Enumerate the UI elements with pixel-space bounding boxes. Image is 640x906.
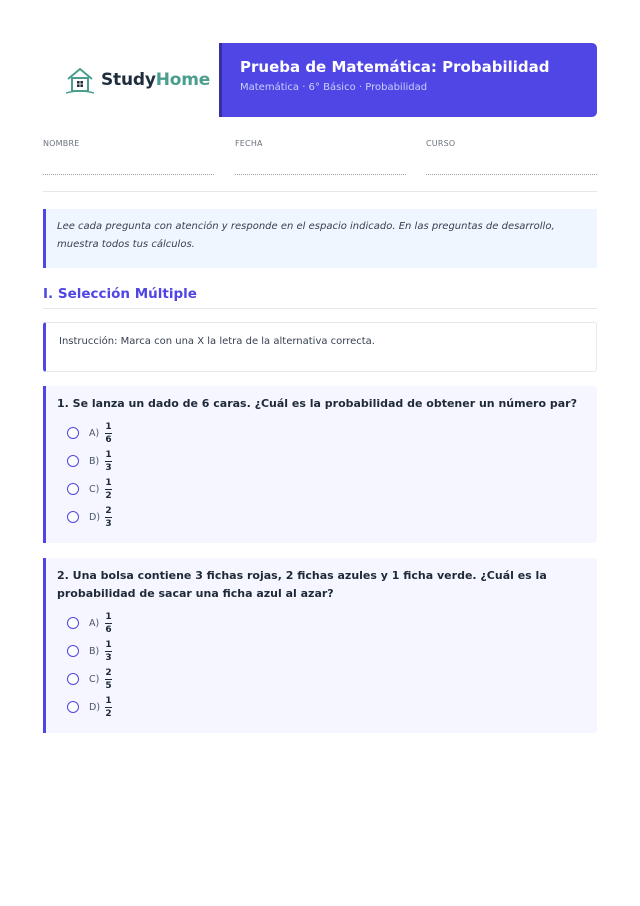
radio-circle-icon[interactable] bbox=[67, 483, 79, 495]
fraction bbox=[105, 612, 112, 635]
question-text: 2. Una bolsa contiene 3 fichas rojas, 2 fichas azules y 1 ficha verde. ¿Cuál es la probabilidad de sacar una ficha azul al azar? bbox=[57, 569, 547, 600]
radio-circle-icon[interactable] bbox=[67, 455, 79, 467]
option-c[interactable] bbox=[57, 665, 585, 693]
course-field-label: CURSO bbox=[426, 139, 456, 148]
section-instruction: Instrucción: Marca con una X la letra de la alternativa correcta. bbox=[43, 322, 597, 372]
radio-circle-icon[interactable] bbox=[67, 673, 79, 685]
intro-instructions: Lee cada pregunta con atención y responde en el espacio indicado. En las preguntas de desarrollo, muestra todos tus cálculos. bbox=[43, 209, 597, 268]
radio-circle-icon[interactable] bbox=[67, 617, 79, 629]
fraction bbox=[105, 640, 112, 663]
date-field[interactable] bbox=[235, 139, 406, 175]
house-icon bbox=[65, 65, 95, 95]
option-letter: B) bbox=[89, 455, 100, 467]
option-d[interactable] bbox=[57, 503, 585, 531]
name-field-label: NOMBRE bbox=[43, 139, 80, 148]
fraction-numerator: 1 bbox=[105, 477, 112, 488]
option-b[interactable] bbox=[57, 447, 585, 475]
question-card-2 bbox=[43, 558, 597, 733]
fraction-denominator: 6 bbox=[105, 624, 112, 635]
course-field-line[interactable] bbox=[426, 174, 597, 175]
page-subtitle: Matemática · 6° Básico · Probabilidad bbox=[240, 82, 428, 93]
radio-circle-icon[interactable] bbox=[67, 511, 79, 523]
brand-name-home: Home bbox=[155, 70, 211, 90]
date-field-line[interactable] bbox=[235, 174, 406, 175]
option-letter: D) bbox=[89, 511, 101, 523]
fraction-denominator: 2 bbox=[105, 490, 112, 501]
fraction bbox=[105, 422, 112, 445]
name-field-line[interactable] bbox=[43, 174, 214, 175]
option-letter: C) bbox=[89, 483, 100, 495]
fraction bbox=[105, 668, 112, 691]
fraction-numerator: 1 bbox=[105, 639, 112, 650]
option-d[interactable] bbox=[57, 693, 585, 721]
page-title: Prueba de Matemática: Probabilidad bbox=[240, 58, 550, 76]
fraction-denominator: 3 bbox=[105, 518, 112, 529]
fraction-numerator: 2 bbox=[105, 667, 112, 678]
fraction-numerator: 2 bbox=[105, 505, 112, 516]
question-card-1 bbox=[43, 386, 597, 543]
course-field[interactable] bbox=[426, 139, 597, 175]
option-letter: A) bbox=[89, 427, 100, 439]
fraction-numerator: 1 bbox=[105, 421, 112, 432]
option-a[interactable] bbox=[57, 609, 585, 637]
fraction-denominator: 2 bbox=[105, 708, 112, 719]
logo bbox=[65, 65, 210, 95]
question-text: 1. Se lanza un dado de 6 caras. ¿Cuál es la probabilidad de obtener un número par? bbox=[57, 397, 577, 410]
radio-circle-icon[interactable] bbox=[67, 701, 79, 713]
fraction bbox=[105, 506, 112, 529]
student-info-fields bbox=[43, 117, 597, 192]
option-list bbox=[57, 419, 585, 531]
fraction-numerator: 1 bbox=[105, 449, 112, 460]
option-letter: D) bbox=[89, 701, 101, 713]
option-letter: C) bbox=[89, 673, 100, 685]
fraction-denominator: 5 bbox=[105, 680, 112, 691]
fraction-denominator: 6 bbox=[105, 434, 112, 445]
header bbox=[43, 43, 597, 117]
brand-name bbox=[101, 70, 210, 90]
brand-name-study: Study bbox=[101, 70, 156, 90]
fraction bbox=[105, 478, 112, 501]
fraction-denominator: 3 bbox=[105, 462, 112, 473]
option-list bbox=[57, 609, 585, 721]
radio-circle-icon[interactable] bbox=[67, 645, 79, 657]
option-b[interactable] bbox=[57, 637, 585, 665]
fraction bbox=[105, 450, 112, 473]
fraction-denominator: 3 bbox=[105, 652, 112, 663]
fraction-numerator: 1 bbox=[105, 611, 112, 622]
worksheet bbox=[43, 43, 597, 733]
name-field[interactable] bbox=[43, 139, 214, 175]
option-letter: A) bbox=[89, 617, 100, 629]
radio-circle-icon[interactable] bbox=[67, 427, 79, 439]
date-field-label: FECHA bbox=[235, 139, 263, 148]
fraction bbox=[105, 696, 112, 719]
option-c[interactable] bbox=[57, 475, 585, 503]
option-a[interactable] bbox=[57, 419, 585, 447]
option-letter: B) bbox=[89, 645, 100, 657]
title-banner bbox=[219, 43, 597, 117]
fraction-numerator: 1 bbox=[105, 695, 112, 706]
section-title: I. Selección Múltiple bbox=[43, 286, 597, 309]
